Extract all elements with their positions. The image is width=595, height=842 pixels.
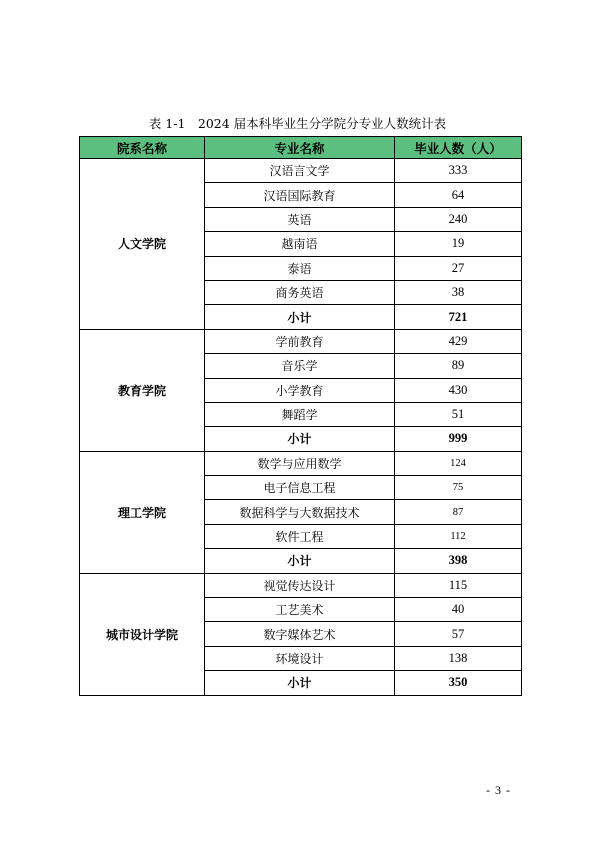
count-cell: 115	[395, 573, 522, 597]
table-row	[80, 451, 522, 475]
major-cell: 软件工程	[205, 524, 395, 548]
table-body	[80, 159, 522, 696]
major-cell: 电子信息工程	[205, 476, 395, 500]
header-major: 专业名称	[205, 137, 395, 159]
count-cell: 40	[395, 598, 522, 622]
major-cell: 数学与应用数学	[205, 451, 395, 475]
count-cell: 333	[395, 159, 522, 183]
college-cell: 城市设计学院	[80, 573, 205, 695]
count-cell: 430	[395, 378, 522, 402]
subtotal-label: 小计	[205, 427, 395, 451]
table-caption: 表 1-1 2024 届本科毕业生分学院分专业人数统计表	[148, 116, 447, 131]
major-cell: 汉语言文学	[205, 159, 395, 183]
count-cell: 89	[395, 354, 522, 378]
count-cell: 240	[395, 207, 522, 231]
header-count: 毕业人数（人）	[395, 137, 522, 159]
major-cell: 音乐学	[205, 354, 395, 378]
subtotal-value: 398	[395, 549, 522, 573]
count-cell: 75	[395, 476, 522, 500]
major-cell: 小学教育	[205, 378, 395, 402]
major-cell: 泰语	[205, 256, 395, 280]
graduates-table	[79, 136, 522, 696]
major-cell: 工艺美术	[205, 598, 395, 622]
count-cell: 138	[395, 646, 522, 670]
major-cell: 舞蹈学	[205, 402, 395, 426]
subtotal-label: 小计	[205, 549, 395, 573]
subtotal-label: 小计	[205, 671, 395, 695]
subtotal-value: 999	[395, 427, 522, 451]
college-cell: 人文学院	[80, 159, 205, 330]
table-header-row	[80, 137, 522, 159]
major-cell: 视觉传达设计	[205, 573, 395, 597]
count-cell: 87	[395, 500, 522, 524]
major-cell: 环境设计	[205, 646, 395, 670]
header-college: 院系名称	[80, 137, 205, 159]
major-cell: 数据科学与大数据技术	[205, 500, 395, 524]
subtotal-value: 350	[395, 671, 522, 695]
major-cell: 学前教育	[205, 329, 395, 353]
major-cell: 商务英语	[205, 280, 395, 304]
table-row	[80, 329, 522, 353]
table-row	[80, 159, 522, 183]
major-cell: 英语	[205, 207, 395, 231]
count-cell: 112	[395, 524, 522, 548]
major-cell: 越南语	[205, 232, 395, 256]
count-cell: 19	[395, 232, 522, 256]
subtotal-label: 小计	[205, 305, 395, 329]
major-cell: 数字媒体艺术	[205, 622, 395, 646]
major-cell: 汉语国际教育	[205, 183, 395, 207]
college-cell: 理工学院	[80, 451, 205, 573]
subtotal-value: 721	[395, 305, 522, 329]
page-number: - 3 -	[486, 783, 511, 797]
count-cell: 38	[395, 280, 522, 304]
count-cell: 57	[395, 622, 522, 646]
count-cell: 27	[395, 256, 522, 280]
college-cell: 教育学院	[80, 329, 205, 451]
count-cell: 64	[395, 183, 522, 207]
count-cell: 51	[395, 402, 522, 426]
count-cell: 124	[395, 451, 522, 475]
count-cell: 429	[395, 329, 522, 353]
table-row	[80, 573, 522, 597]
